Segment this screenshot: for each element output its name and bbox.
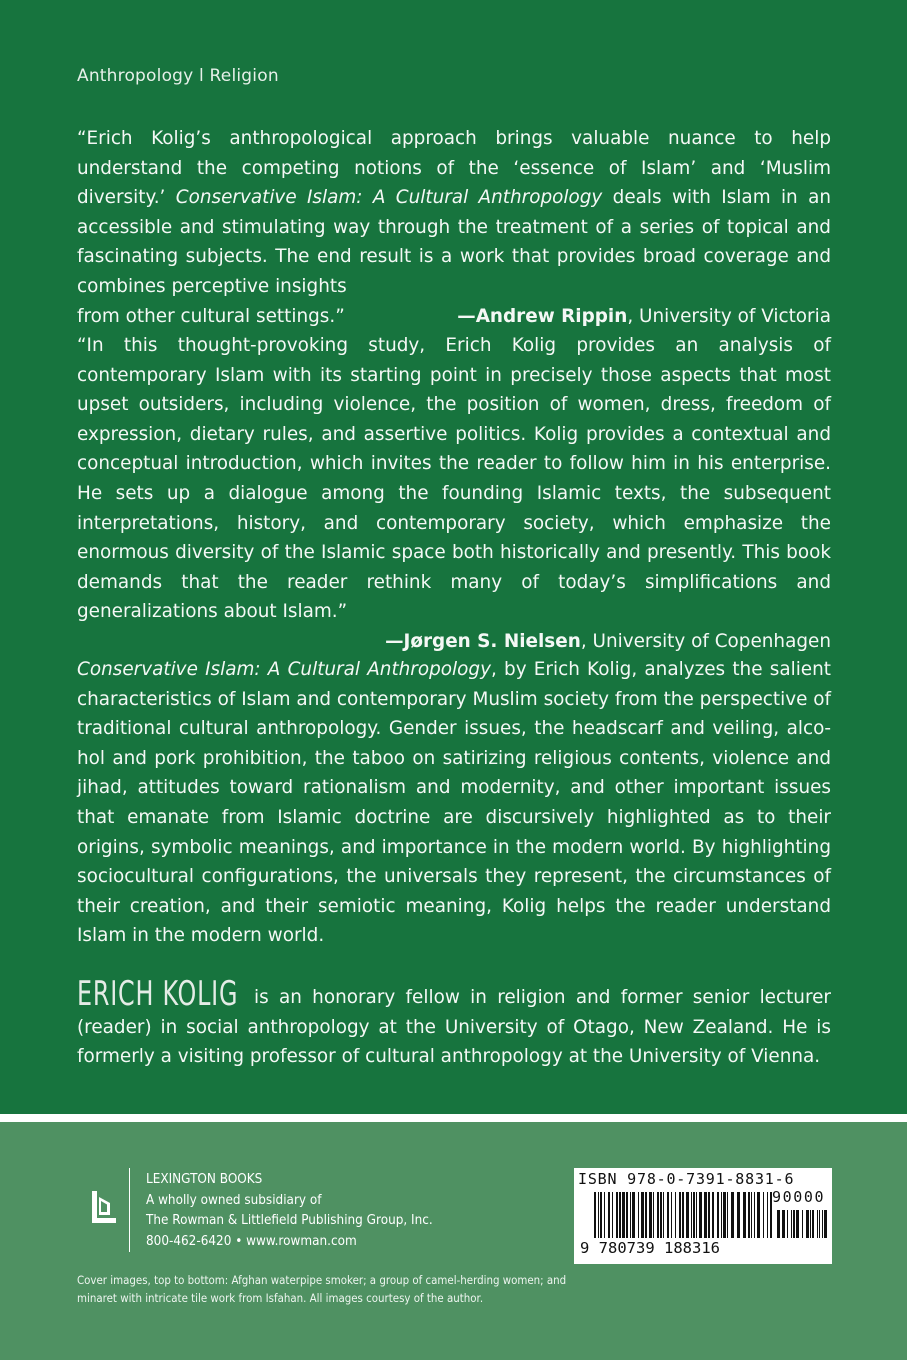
barcode-bar (660, 1192, 662, 1238)
barcode-bar (810, 1210, 811, 1238)
barcode-bar (712, 1192, 714, 1238)
barcode-bar (671, 1192, 672, 1238)
barcode-bar (748, 1192, 750, 1238)
quote1-title-part2: Islam: A Cultural Anthropology (307, 187, 603, 209)
quote1-line5: result is a work that provides broad coverage and combines perceptive insights (77, 246, 831, 297)
barcode-bar (608, 1192, 610, 1238)
barcode-bar (767, 1192, 768, 1238)
barcode-bar (751, 1192, 752, 1238)
quote1-attribution-name: —Andrew Rippin (457, 305, 628, 327)
barcode-bar (619, 1192, 621, 1238)
barcode-bar (704, 1192, 707, 1238)
barcode-bar (721, 1192, 722, 1238)
quote2-attribution (77, 627, 831, 657)
quote1-line4: way through the treatment of a series of topical and fascinating subjects. The end (77, 216, 831, 268)
barcode-bar (812, 1210, 814, 1238)
barcode-bar (699, 1192, 702, 1238)
barcode-bar (682, 1192, 684, 1238)
ean-barcode-bars (594, 1192, 772, 1238)
book-description (77, 655, 831, 951)
quote2-attribution-affil: , University of Copenhagen (580, 630, 831, 652)
barcode-bar (616, 1192, 618, 1238)
barcode-bar (675, 1192, 676, 1238)
quote1-line3: deals with Islam in an accessible and stimulating (77, 187, 831, 238)
barcode-bar (630, 1192, 631, 1238)
barcode-bar (693, 1192, 695, 1238)
barcode-bar (743, 1192, 746, 1238)
barcode-bar (824, 1210, 827, 1238)
publisher-info (146, 1170, 433, 1252)
quote1-line2: the competing notions of the ‘essence of Islam’ and ‘Muslim diversity.’ (77, 157, 831, 209)
barcode-bar (723, 1192, 726, 1238)
quote2-text: “In this thought-provoking study, Erich Kolig provides an analysis of contemporary Islam with its starting point in precisely those aspects that most upset outsiders, including violence, the position of women, dress, freedom of expression, dietary rules, and assertive politics. Kolig provides a contextual and conceptual introduction, which invites the reader to follow him in his enterprise. He sets up a dialogue among the founding Islamic texts, the subsequent interpretations, history, and contemporary society, which emphasize the enormous diversity of the Islamic space both historically and presently. This book demands that the reader rethink many of today’s simplifications and generalizations about Islam.” (77, 335, 831, 623)
isbn-barcode (574, 1168, 832, 1264)
barcode-bar (819, 1210, 820, 1238)
barcode-bar (594, 1192, 596, 1238)
quote1-line6: from other cultural settings.” (77, 305, 345, 327)
cover-image-credits: Cover images, top to bottom: Afghan waterpipe smoker; a group of camel-herding women; and minaret with intricate tile work from Isfahan. All images courtesy of the author. (77, 1273, 567, 1305)
barcode-bar (787, 1210, 788, 1238)
author-name: ERICH KOLIG (77, 974, 239, 1014)
publisher-line3: The Rowman & Littlefield Publishing Group, Inc. (146, 1213, 433, 1228)
author-bio (77, 974, 831, 1072)
barcode-bar (645, 1192, 647, 1238)
lexington-books-logo-icon (86, 1189, 122, 1225)
barcode-bar (653, 1192, 654, 1238)
description-text: , by Erich Kolig, analyzes the salient characteristics of Islam and contemporary Muslim society from the perspective of traditional cultural anthropology. Gender issues, the headscarf and veiling, alcohol and pork prohibition, the taboo on satirizing religious contents, violence and jihad, attitudes toward rationalism and modernity, and other important issues that emanate from Islamic doctrine are discursively highlighted as to their origins, symbolic meanings, and importance in the modern world. By highlighting sociocultural configurations, the universals they represent, the circumstances of their creation, and their semiotic meaning, Kolig helps the reader understand Islam in the modern world. (77, 659, 831, 947)
section-divider (0, 1114, 907, 1122)
barcode-bar (667, 1192, 669, 1238)
publisher-divider (129, 1168, 130, 1252)
barcode-bar (763, 1192, 764, 1238)
ean-number: 9 780739 188316 (580, 1239, 720, 1257)
barcode-bar (657, 1192, 659, 1238)
barcode-bar (598, 1192, 599, 1238)
publisher-name: LEXINGTON BOOKS (146, 1172, 263, 1187)
barcode-bar (817, 1210, 818, 1238)
barcode-bar (757, 1192, 760, 1238)
quote2-attribution-name: —Jørgen S. Nielsen (385, 630, 581, 652)
barcode-bar (791, 1210, 792, 1238)
barcode-bar (802, 1210, 803, 1238)
barcode-bar (632, 1192, 635, 1238)
barcode-bar (782, 1210, 785, 1238)
barcode-bar (691, 1192, 692, 1238)
barcode-bar (793, 1210, 795, 1238)
barcode-bar (822, 1210, 823, 1238)
barcode-bar (604, 1192, 605, 1238)
barcode-bar (641, 1192, 644, 1238)
isbn-number: ISBN 978-0-7391-8831-6 (578, 1170, 795, 1188)
description-title: Conservative Islam: A Cultural Anthropology (77, 659, 491, 680)
barcode-bar (612, 1192, 613, 1238)
barcode-bar (622, 1192, 625, 1238)
category-label: Anthropology l Religion (77, 66, 279, 86)
barcode-bar (663, 1192, 664, 1238)
quote1-last-line (77, 302, 831, 332)
barcode-bar (806, 1210, 809, 1238)
barcode-bar (679, 1192, 681, 1238)
review-quote-rippin (77, 124, 831, 331)
barcode-bar (727, 1192, 728, 1238)
review-quote-nielsen (77, 331, 831, 657)
quote1-line1: “Erich Kolig’s anthropological approach brings valuable nuance to help understand (77, 128, 831, 179)
barcode-addon-number: 90000 (772, 1188, 826, 1206)
barcode-bar (731, 1192, 734, 1238)
quote1-attribution-affil: , University of Victoria (627, 305, 831, 327)
barcode-bar (777, 1210, 780, 1238)
barcode-bar (708, 1192, 710, 1238)
barcode-bar (696, 1192, 697, 1238)
barcode-bar (754, 1192, 755, 1238)
barcode-bar (717, 1192, 719, 1238)
barcode-bar (737, 1192, 740, 1238)
barcode-bar (649, 1192, 652, 1238)
quote1-attribution (457, 302, 831, 332)
quote1-title-part1: Conservative (175, 187, 297, 209)
publisher-contact: 800-462-6420 • www.rowman.com (146, 1233, 357, 1249)
addon-barcode-bars (777, 1210, 827, 1238)
publisher-line2: A wholly owned subsidiary of (146, 1192, 322, 1208)
barcode-bar (796, 1210, 799, 1238)
barcode-bar (626, 1192, 628, 1238)
author-bio-text: is an honorary fellow in religion and former senior lecturer (reader) in social anthropology at the University of Otago, New Zealand. He is formerly a visiting professor of cultural anthropology at the University of Vienna. (77, 987, 831, 1068)
barcode-bar (600, 1192, 602, 1238)
barcode-bar (638, 1192, 639, 1238)
barcode-bar (686, 1192, 689, 1238)
